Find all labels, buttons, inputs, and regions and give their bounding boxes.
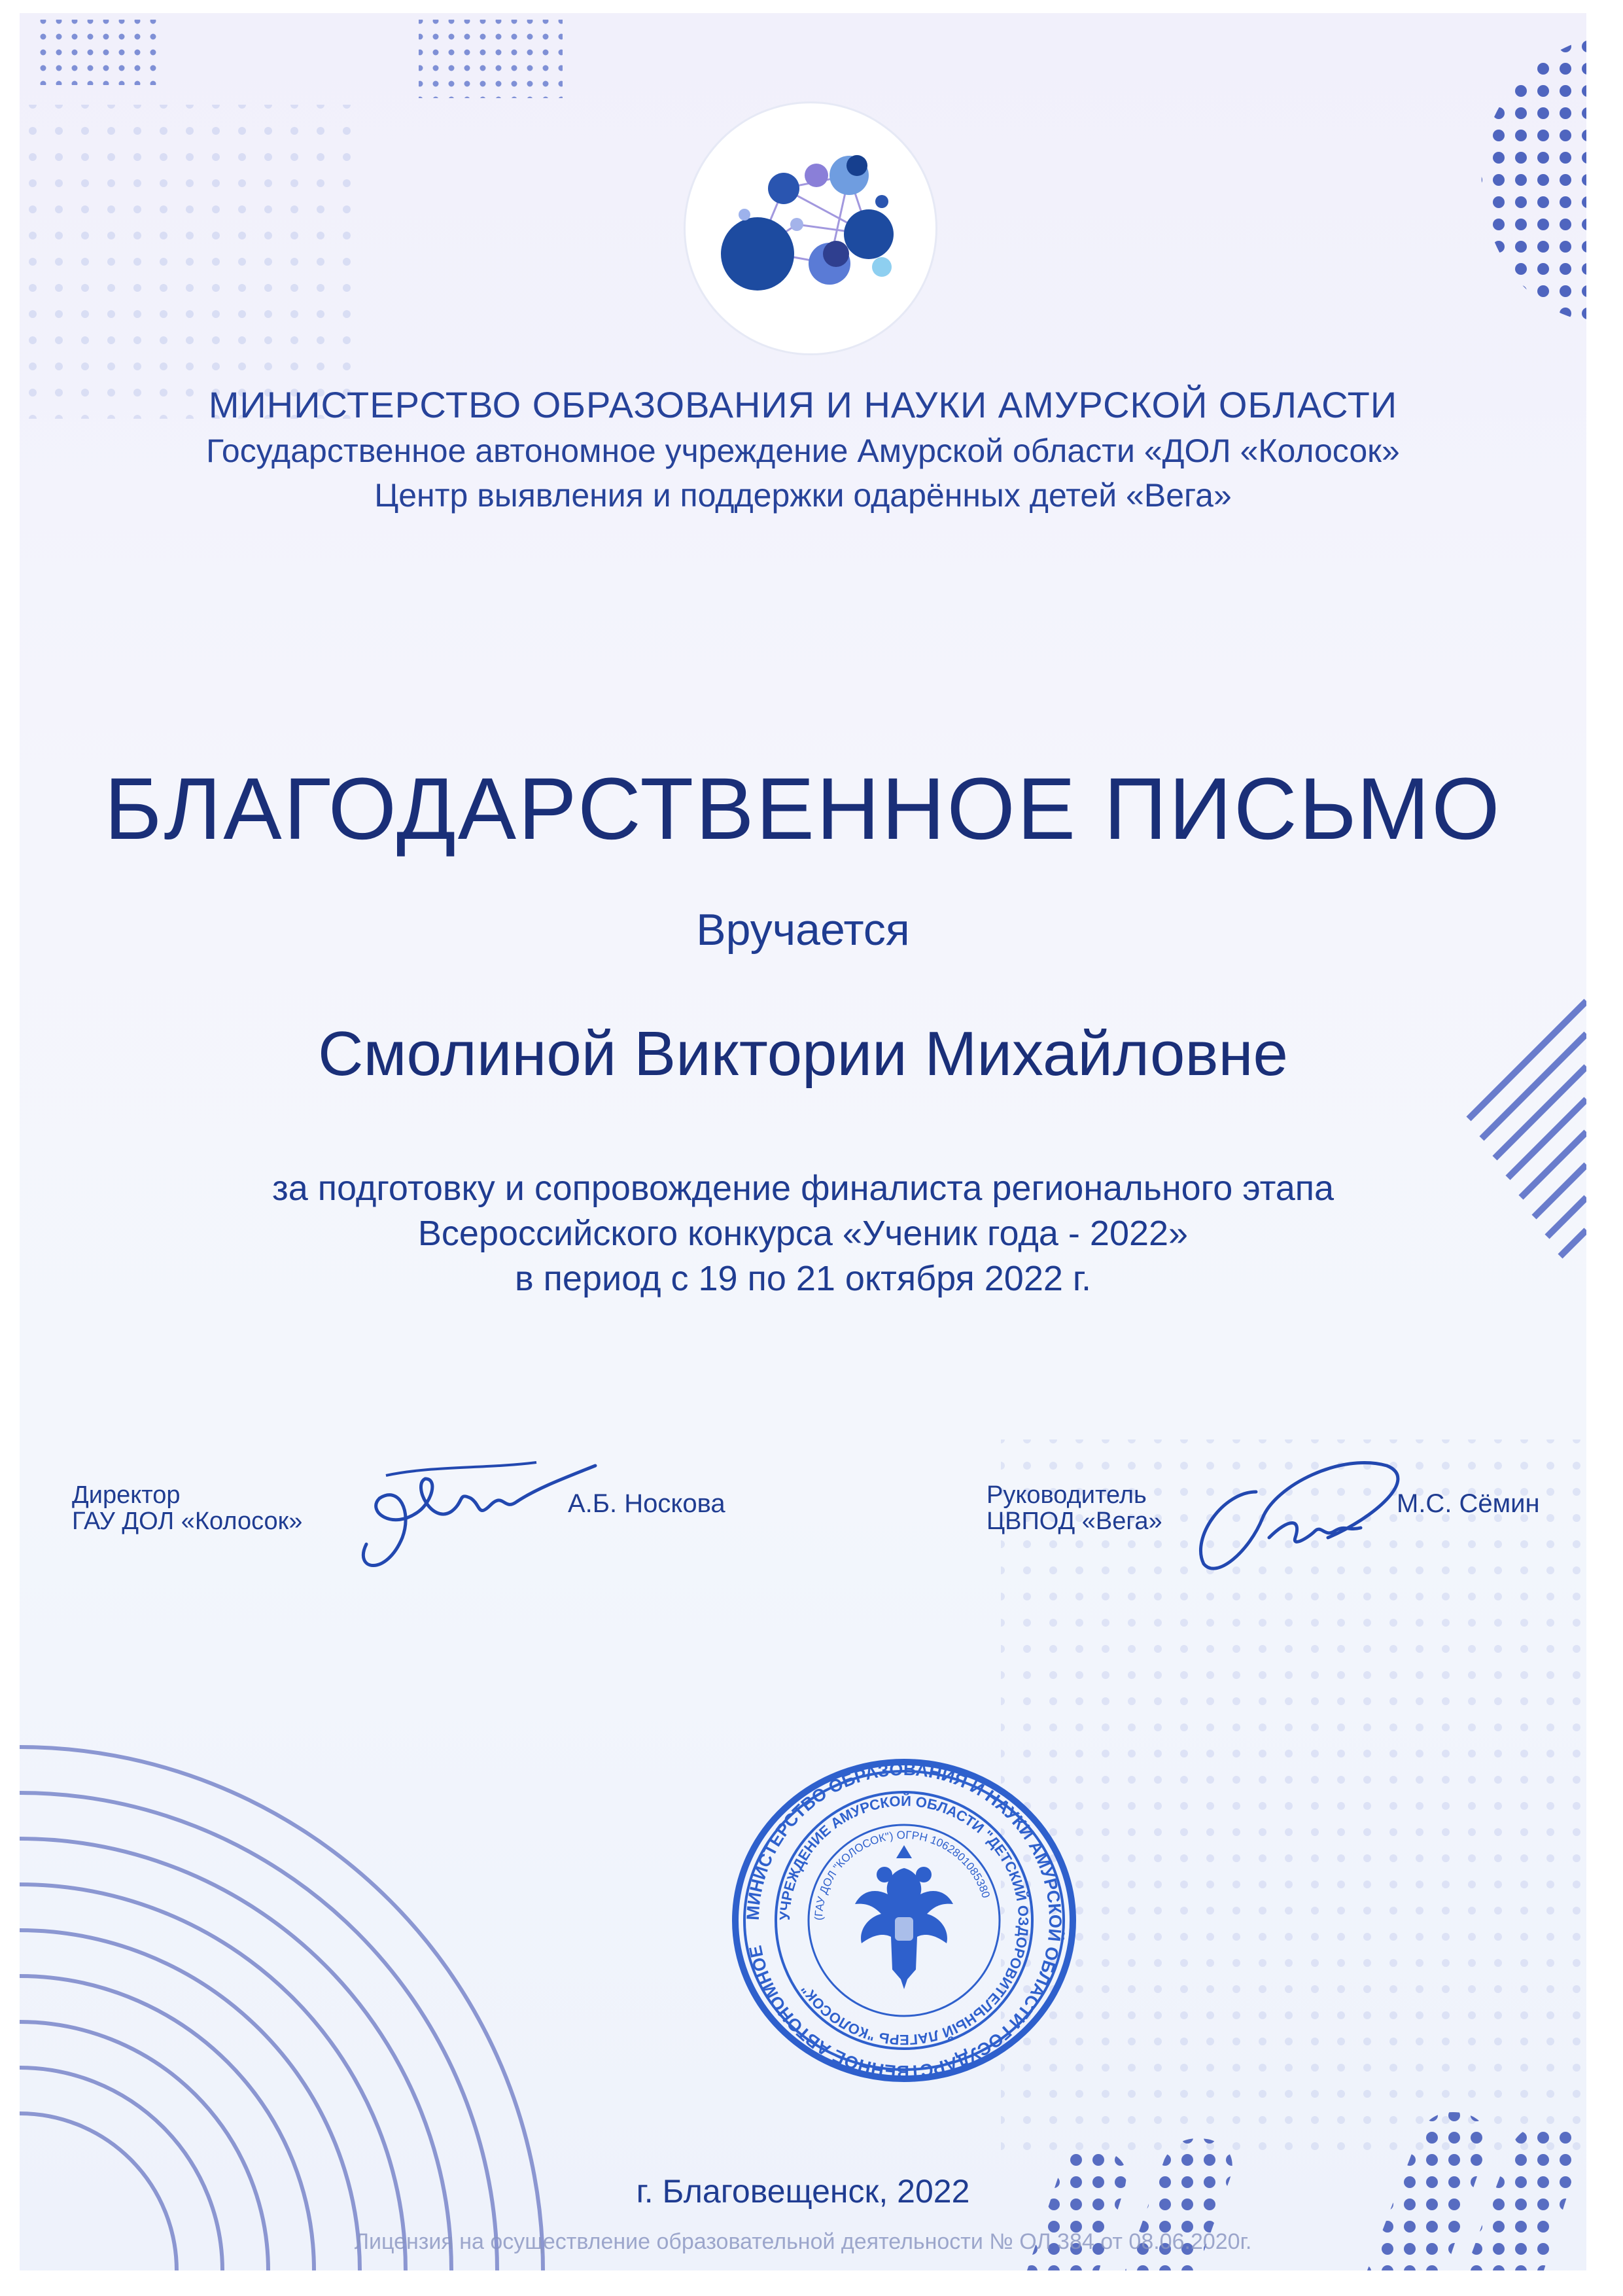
awarded-to-label: Вручается <box>696 905 910 955</box>
vega-logo <box>686 103 935 353</box>
right-signer-title: Руководитель <box>986 1481 1147 1509</box>
stamp-inner-text: (ГАУ ДОЛ "КОЛОСОК") ОГРН 1062801085380 <box>812 1828 992 1921</box>
official-stamp <box>721 1754 1087 2087</box>
left-signer-org: ГАУ ДОЛ «Колосок» <box>72 1508 303 1535</box>
left-signer-role <box>72 1482 302 1534</box>
left-signer-title: Директор <box>72 1481 181 1509</box>
reason-line-1: за подготовку и сопровождение финалиста регионального этапа <box>271 1169 1335 1208</box>
right-signature <box>1178 1439 1413 1583</box>
reason-line-2: Всероссийского конкурса «Ученик года - 2022» <box>417 1214 1189 1253</box>
coat-of-arms-icon <box>855 1845 953 1989</box>
stamp-middle-text: УЧРЕЖДЕНИЕ АМУРСКОЙ ОБЛАСТИ "ДЕТСКИЙ ОЗДОРОВИТЕЛЬНЫЙ ЛАГЕРЬ "КОЛОСОК" <box>776 1792 1032 2049</box>
document-title: БЛАГОДАРСТВЕННОЕ ПИСЬМО <box>104 760 1502 858</box>
recipient-name: Смолиной Виктории Михайловне <box>318 1019 1288 1089</box>
right-signer-role <box>986 1482 1162 1534</box>
city-and-year: г. Благовещенск, 2022 <box>636 2173 970 2210</box>
reason-line-3: в период с 19 по 21 октября 2022 г. <box>514 1259 1091 1298</box>
left-signature <box>340 1439 602 1583</box>
ministry-name: МИНИСТЕРСТВО ОБРАЗОВАНИЯ И НАУКИ АМУРСКОЙ ОБЛАСТИ <box>208 384 1398 425</box>
left-signer-name: А.Б. Носкова <box>568 1489 725 1518</box>
license-line: Лицензия на осуществление образовательной деятельности № ОЛ 384 от 08.06.2020г. <box>354 2229 1252 2254</box>
stamp-outer-text: МИНИСТЕРСТВО ОБРАЗОВАНИЯ И НАУКИ АМУРСКОЙ ОБЛАСТИ ГОСУДАРСТВЕННОЕ АВТОНОМНОЕ <box>742 1759 1066 2082</box>
right-signer-name: М.С. Сёмин <box>1397 1489 1540 1518</box>
right-signer-org: ЦВПОД «Вега» <box>986 1508 1162 1535</box>
center-name: Центр выявления и поддержки одарённых детей «Вега» <box>374 477 1232 514</box>
certificate-sheet <box>20 13 1586 2270</box>
molecule-icon <box>686 103 935 353</box>
institution-name: Государственное автономное учреждение Амурской области «ДОЛ «Колосок» <box>206 433 1400 469</box>
